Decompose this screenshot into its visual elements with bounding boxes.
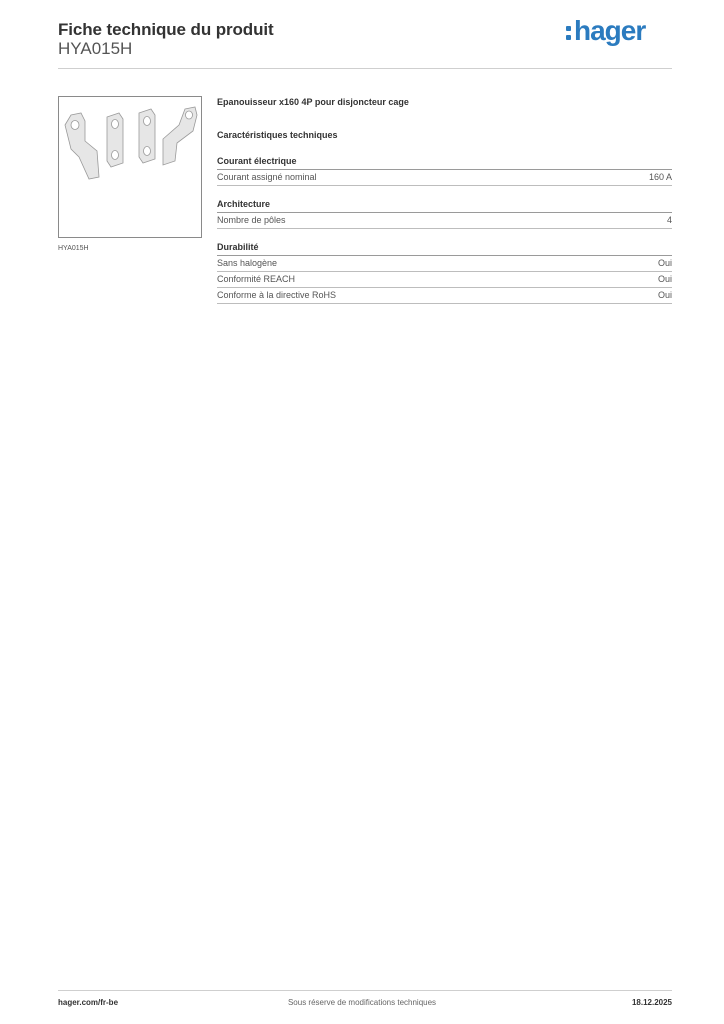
footer-disclaimer: Sous réserve de modifications techniques [287,998,437,1007]
logo-text: hager [574,15,646,46]
section-heading: Caractéristiques techniques [217,130,338,140]
spec-label: Conformité REACH [217,274,296,284]
product-image [58,96,202,238]
spec-group-architecture [217,198,672,229]
spec-row [217,256,672,272]
product-name: Epanouisseur x160 4P pour disjoncteur cage [217,97,409,107]
spec-content [217,96,672,304]
footer-divider [58,990,672,991]
spec-label: Conforme à la directive RoHS [217,290,337,300]
spec-group-durability [217,241,672,304]
header-divider [58,68,672,69]
spec-row [217,288,672,304]
spec-value: 160 A [648,172,672,182]
footer-date: 18.12.2025 [631,998,672,1007]
spec-value: Oui [657,290,672,300]
spec-label: Sans halogène [217,258,278,268]
spec-row [217,170,672,186]
spec-value: 4 [666,215,672,225]
spec-label: Nombre de pôles [217,215,286,225]
connector-plates-icon [59,97,201,237]
image-caption: HYA015H [58,245,89,252]
spec-value: Oui [657,258,672,268]
spec-value: Oui [657,274,672,284]
product-code: HYA015H [58,39,133,58]
group-title: Courant électrique [217,155,672,170]
spec-label: Courant assigné nominal [217,172,317,182]
spec-row [217,213,672,229]
page-title: Fiche technique du produit [58,20,274,39]
brand-logo [566,14,645,48]
group-title: Architecture [217,198,672,213]
logo-dots-icon [566,26,571,40]
group-title: Durabilité [217,241,672,256]
footer-website-link[interactable]: hager.com/fr-be [58,998,119,1007]
spec-row [217,272,672,288]
spec-group-electric [217,155,672,186]
